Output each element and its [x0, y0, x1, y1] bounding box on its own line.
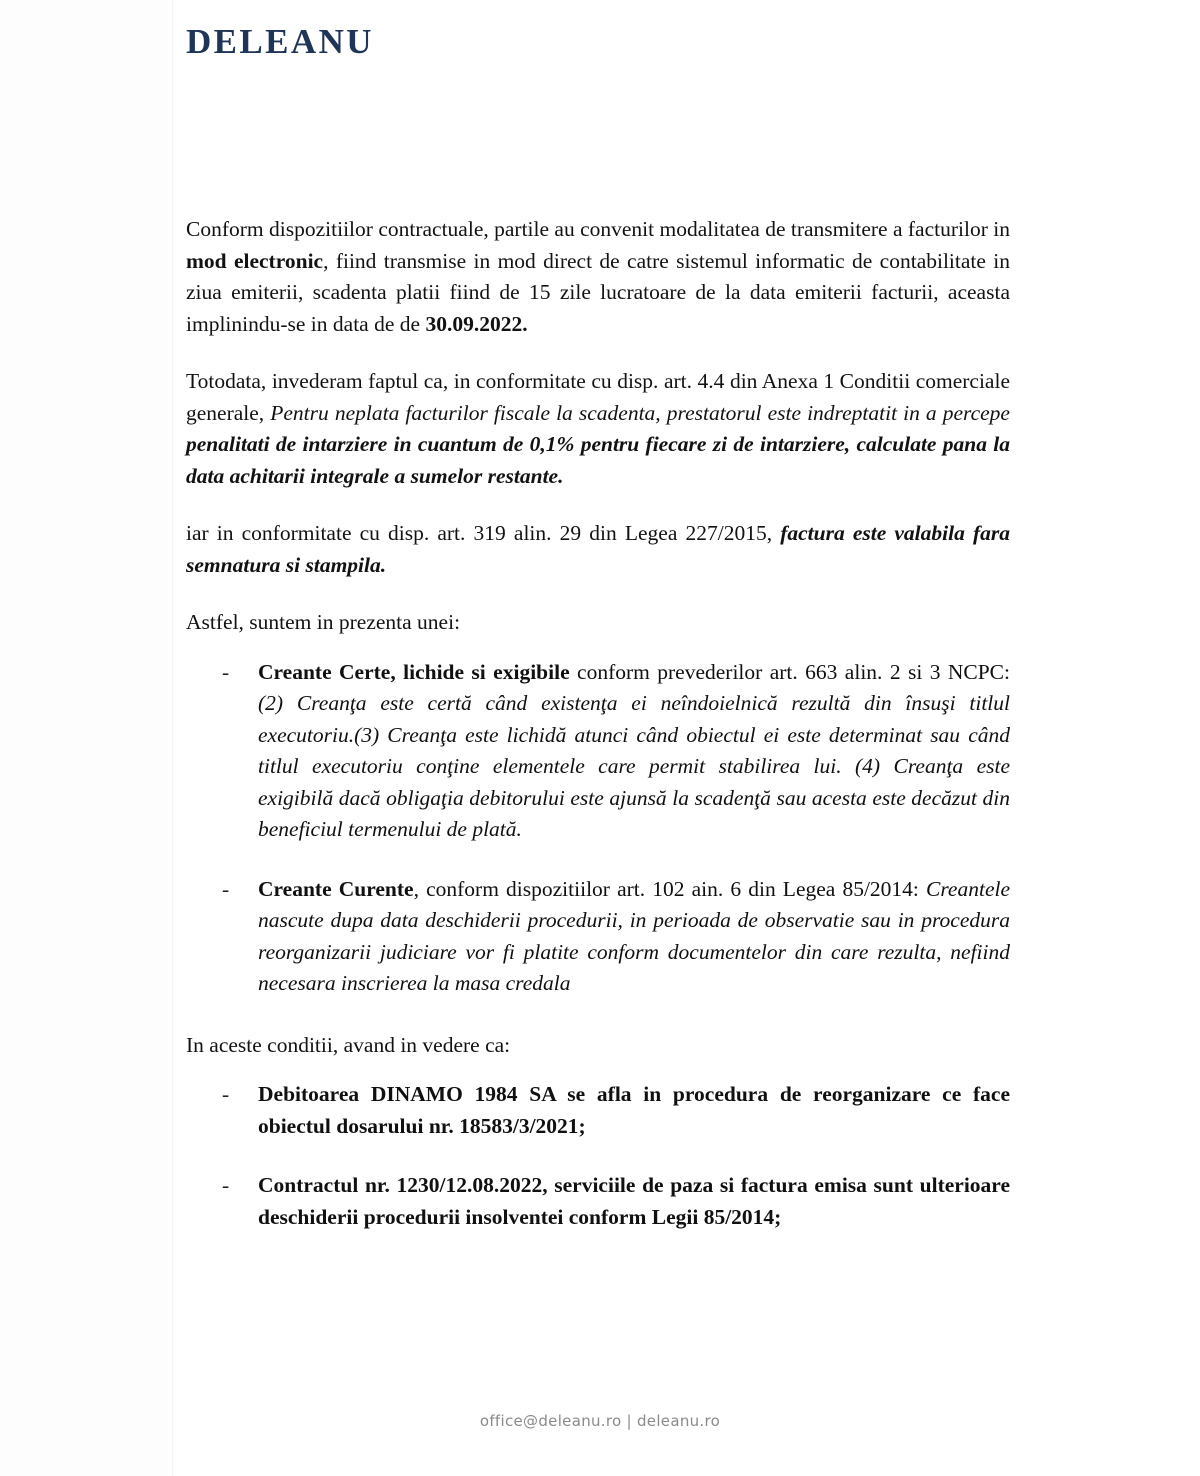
letterhead [186, 24, 1016, 59]
bullet-dash-icon: - [222, 1173, 230, 1197]
lead-in-conditii: In aceste conditii, avand in vedere ca: [186, 1032, 511, 1057]
footer-contact: office@deleanu.ro | deleanu.ro [479, 1412, 721, 1430]
bullet-list-creante [186, 657, 1010, 1000]
bullet-dash-icon: - [222, 876, 230, 901]
bullet-dash-icon: - [222, 1082, 230, 1106]
list-item [186, 657, 1010, 846]
list-item-text: Debitoarea DINAMO 1984 SA se afla in procedura de reorganizare ce face obiectul dosarului nr. 18583/3/2021; [258, 1082, 1010, 1138]
list-item-text: Creante Certe, lichide si exigibile conform prevederilor art. 663 alin. 2 si 3 NCPC: (2) Creanţa este certă când existenţa ei neîndoielnică rezultă din însuşi titlul executoriu.(3) Creanţa este lichidă atunci când obiectul ei este determinat sau când titlul executoriu conţine elementele care permit stabilirea lui. (4) Creanţa este exigibilă dacă obligaţia debitorului este ajunsă la scadenţă sau acesta este decăzut din beneficiul termenului de plată. [258, 659, 1010, 841]
bullet-list-conditii [186, 1079, 1010, 1233]
document-body [186, 214, 1010, 1233]
paragraph-penalitati-intarziere: Totodata, invederam faptul ca, in conformitate cu disp. art. 4.4 din Anexa 1 Conditii comerciale generale, Pentru neplata facturilor fiscale la scadenta, prestatorul este indreptatit in a percepe penalitati de intarziere in cuantum de 0,1% pentru fiecare zi de intarziere, calculate pana la data achitarii integrale a sumelor restante. [186, 369, 1010, 488]
list-item [186, 1079, 1010, 1142]
bullet-dash-icon: - [222, 659, 230, 684]
paragraph-factura-valabila: iar in conformitate cu disp. art. 319 alin. 29 din Legea 227/2015, factura este valabila fara semnatura si stampila. [186, 521, 1010, 577]
list-item [186, 1170, 1010, 1233]
list-item [186, 874, 1010, 1000]
paragraph-transmitere-facturi: Conform dispozitiilor contractuale, partile au convenit modalitatea de transmitere a facturilor in mod electronic, fiind transmise in mod direct de catre sistemul informatic de contabilitate in ziua emiterii, scadenta platii fiind de 15 zile lucratoare de la data emiterii facturii, aceasta implinindu-se in data de de 30.09.2022. [186, 217, 1010, 336]
list-item-text: Contractul nr. 1230/12.08.2022, serviciile de paza si factura emisa sunt ulterioare deschiderii procedurii insolventei conform Legii 85/2014; [258, 1173, 1010, 1229]
lead-in-astfel: Astfel, suntem in prezenta unei: [186, 610, 461, 634]
page-footer [0, 1412, 1200, 1431]
company-logo: DELEANU [186, 22, 374, 61]
scan-edge-shading [0, 0, 173, 1476]
list-item-text: Creante Curente, conform dispozitiilor art. 102 ain. 6 din Legea 85/2014: Creantele nascute dupa data deschiderii procedurii, in perioada de observatie sau in procedura reorganizarii judiciare vor fi platite conform documentelor din care rezulta, nefiind necesara inscrierea la masa credala [258, 876, 1010, 995]
